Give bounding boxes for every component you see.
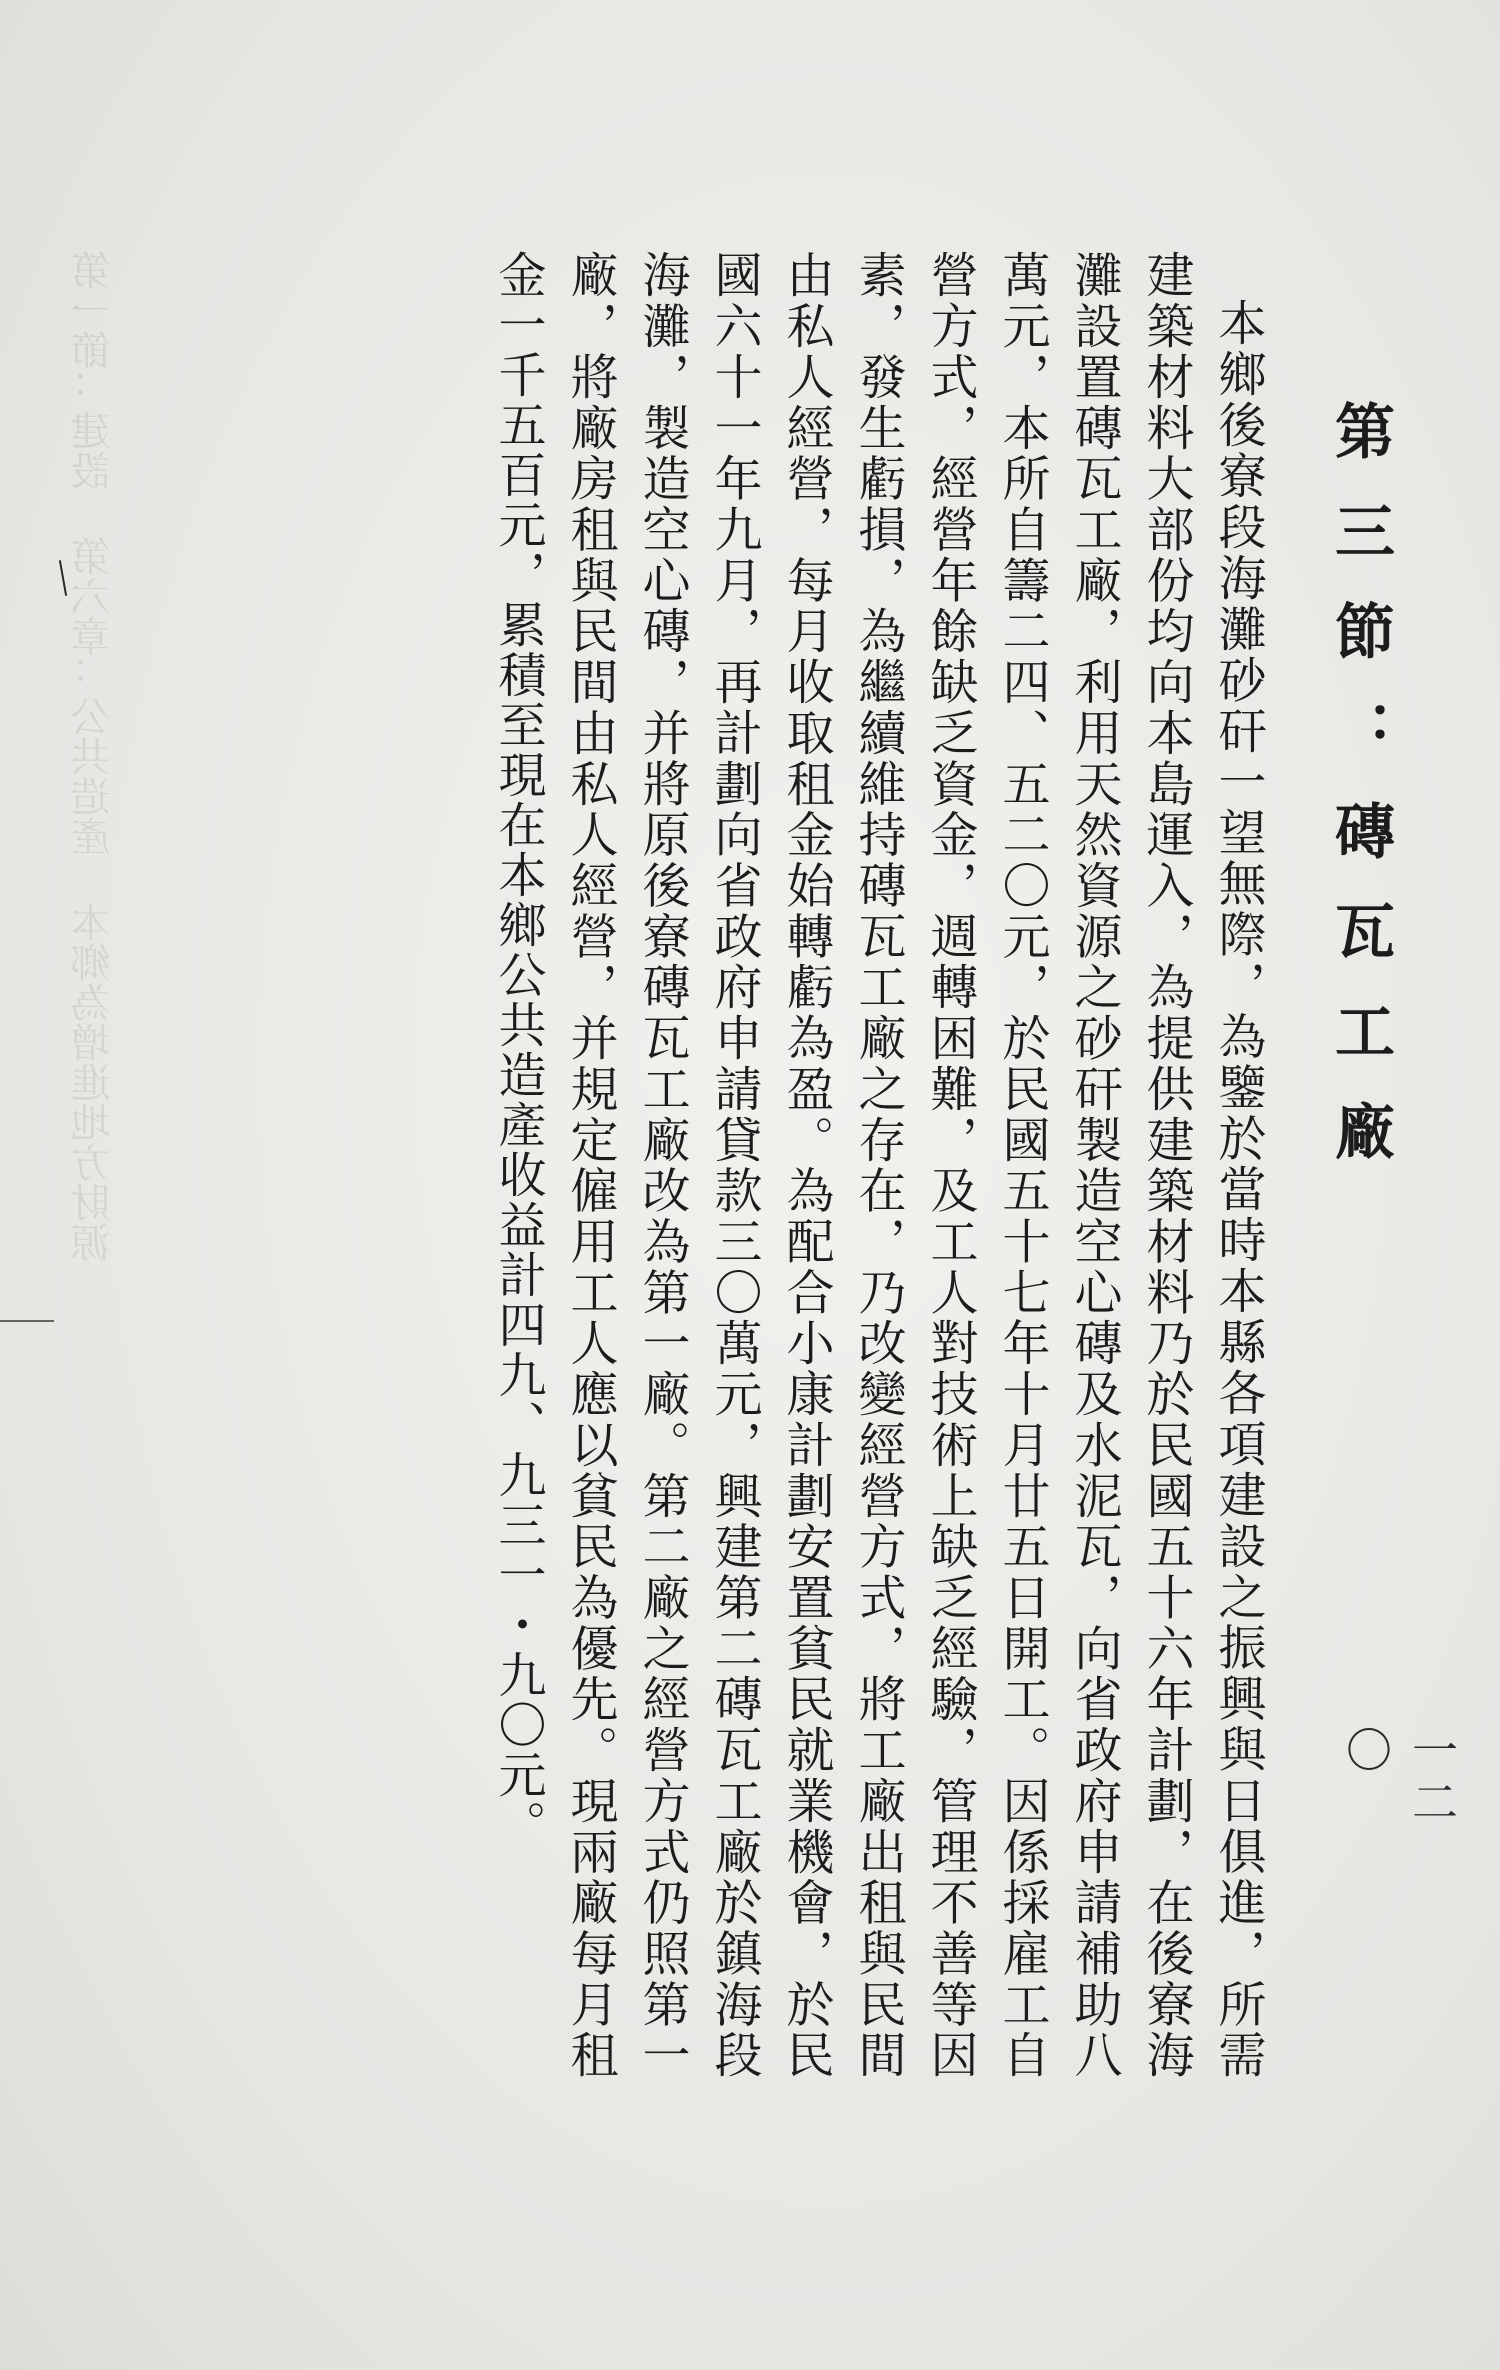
body-paragraph: 本鄉後寮段海灘砂矸一望無際，為鑒於當時本縣各項建設之振興與日俱進，所需建築材料大部份均向本島運入，為提供建築材料乃於民國五十六年計劃，在後寮海灘設置磚瓦工廠，利用天然資源之砂矸製造空心磚及水泥瓦，向省政府申請補助八萬元，本所自籌二四、五二〇元，於民國五十七年十月廿五日開工。因係採雇工自營方式，經營年餘缺乏資金，週轉困難，及工人對技術上缺乏經驗，管理不善等因素，發生虧損，為繼續維持磚瓦工廠之存在，乃改變經營方式，將工廠出租與民間由私人經營，每月收取租金始轉虧為盈。為配合小康計劃安置貧民就業機會，於民國六十一年九月，再計劃向省政府申請貸款三〇萬元，興建第二磚瓦工廠於鎮海段海灘，製造空心磚，并將原後寮磚瓦工廠改為第一廠。第二廠之經營方式仍照第一廠，將廠房租與民間由私人經營，并規定僱用工人應以貧民為優先。現兩廠每月租金一千五百元，累積至現在本鄉公共造產收益計四九、九三一・九〇元。 [490,250,1266,2080]
bleed-through-text: 第一節：建設 第六章：公共造產 本鄉為增進地方財源 [71,250,117,1262]
main-text-column [490,250,1395,2130]
margin-dash [0,1320,54,1322]
section-title: 第三節：磚瓦工廠 [1325,400,1395,1200]
page-number: 一二〇 [1339,1726,1459,1830]
